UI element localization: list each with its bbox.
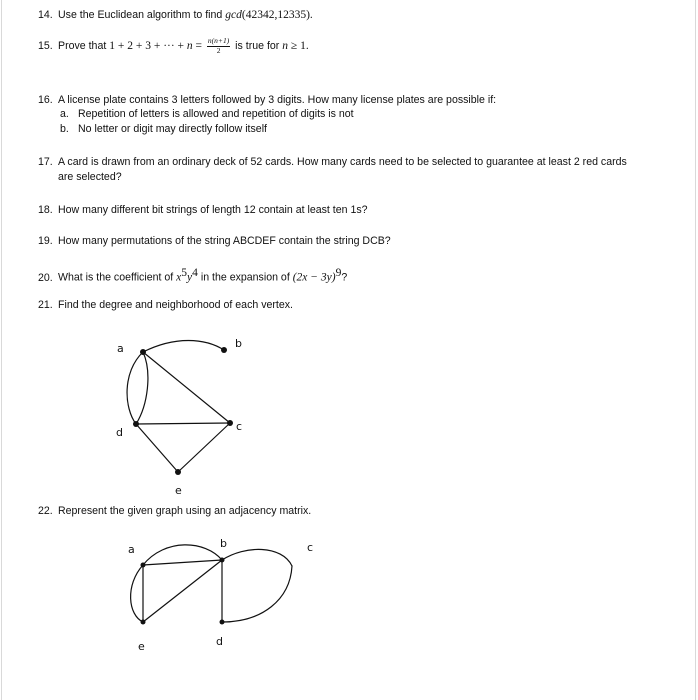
edge-a-e-outer [131,565,143,622]
math-condition: ≥ 1. [288,39,309,52]
question-number: 14. [38,9,53,21]
label-d: d [216,635,223,648]
label-d: d [116,426,123,439]
question-number: 20. [38,271,53,284]
label-e: e [138,640,145,653]
math-x-exponent: 5 [181,267,188,279]
math-exponent: 9 [335,267,342,279]
label-c: c [307,541,314,554]
edge-b-c [222,549,292,566]
question-number: 21. [38,299,53,311]
math-gcd: gcd [225,9,242,21]
question-text: are selected? [58,171,122,183]
question-text: Prove that [58,39,110,52]
part-text: No letter or digit may directly follow itself [78,123,267,135]
question-number: 18. [38,204,53,216]
question-number: 22. [38,505,53,517]
question-number: 19. [38,235,53,247]
math-sum: 1 + 2 + 3 + ··· + [109,39,187,52]
math-period: . [309,9,313,21]
label-a: a [117,342,124,355]
vertex-b [220,558,225,563]
question-number: 17. [38,156,53,168]
fraction-numerator: n(n+1) [207,36,230,45]
label-a: a [128,543,135,556]
question-text: Use the Euclidean algorithm to find [58,9,226,21]
edge-c-d [222,566,292,622]
part-letter: a. [60,108,69,120]
edge-e-b [143,560,222,622]
question-text: How many permutations of the string ABCDEF contain the string DCB? [58,235,391,247]
vertex-d [220,620,225,625]
question-text: Find the degree and neighborhood of each vertex. [58,299,293,311]
question-text: A license plate contains 3 letters followed by 3 digits. How many license plates are possible if: [58,94,497,106]
math-equals: = [192,39,205,52]
math-y: y [187,271,193,284]
math-n: n [186,39,193,52]
math-args: (42342,12335) [241,9,310,21]
label-b: b [235,337,242,350]
question-text: How many different bit strings of length 12 contain at least ten 1s? [58,204,368,216]
part-text: Repetition of letters is allowed and repetition of digits is not [78,108,354,120]
math-n: n [282,39,289,52]
label-c: c [236,420,243,433]
question-text-mid: in the expansion of [197,271,293,284]
label-b: b [220,537,227,550]
vertex-a [141,563,146,568]
question-text-mid: is true for [232,39,283,52]
part-letter: b. [60,123,69,135]
question-number: 16. [38,94,53,106]
math-x: x [176,271,182,284]
math-expression: (2x − 3y) [292,271,336,284]
label-e: e [175,484,182,497]
question-number: 15. [38,39,53,52]
question-mark: ? [341,271,348,284]
question-text: A card is drawn from an ordinary deck of 52 cards. How many cards need to be selected to guarantee at least 2 red cards [58,156,627,168]
math-y-exponent: 4 [192,267,198,279]
question-text: Represent the given graph using an adjacency matrix. [58,505,312,517]
fraction-denominator: 2 [216,46,221,55]
edge-a-b-lower [143,560,222,565]
vertex-e [141,620,146,625]
question-text: What is the coefficient of [58,271,177,284]
